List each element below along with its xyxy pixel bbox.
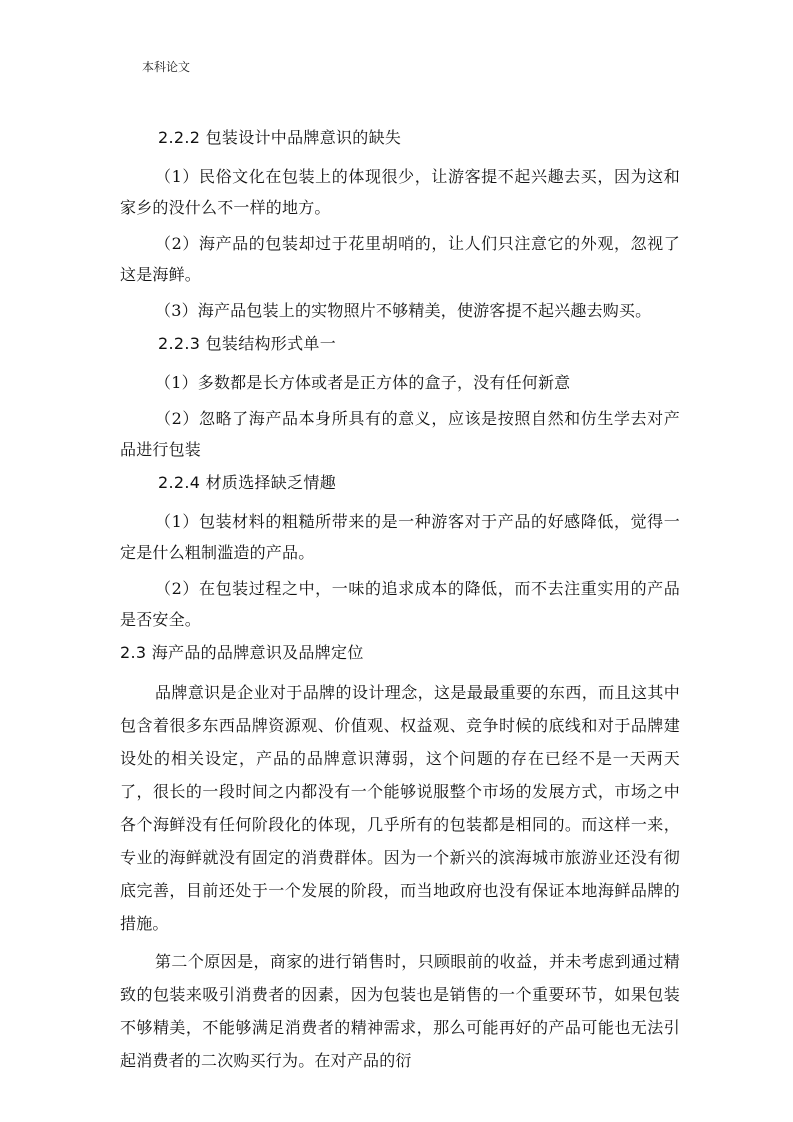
paragraph: 品牌意识是企业对于品牌的设计理念，这是最最重要的东西，而且这其中包含着很多东西品牌资源观、价值观、权益观、竞争时候的底线和对于品牌建设处的相关设定，产品的品牌意识薄弱，这个问题的存在已经不是一天两天了，很长的一段时间之内都没有一个能够说服整个市场的发展方式，市场之中各个海鲜没有任何阶段化的体现，几乎所有的包装都是相同的。而这样一来，专业的海鲜就没有固定的消费群体。因为一个新兴的滨海城市旅游业还没有彻底完善，目前还处于一个发展的阶段，而当地政府也没有保证本地海鲜品牌的措施。 [120, 683, 680, 933]
paragraph: （1）包装材料的粗糙所带来的是一种游客对于产品的好感降低，觉得一定是什么粗制滥造的产品。 [120, 512, 680, 562]
section-heading-2-2-2: 2.2.2 包装设计中品牌意识的缺失 [158, 128, 402, 147]
document-body [120, 125, 680, 1082]
paragraph: （2）忽略了海产品本身所具有的意义，应该是按照自然和仿生学去对产品进行包装 [120, 409, 680, 459]
paragraph: （1）多数都是长方体或者是正方体的盒子，没有任何新意 [155, 373, 571, 392]
paragraph: 第二个原因是，商家的进行销售时，只顾眼前的收益，并未考虑到通过精致的包装来吸引消费者的因素，因为包装也是销售的一个重要环节，如果包装不够精美，不能够满足消费者的精神需求，那么可能再好的产品可能也无法引起消费者的二次购买行为。在对产品的衍 [120, 952, 680, 1070]
paragraph: （3）海产品包装上的实物照片不够精美，使游客提不起兴趣去购买。 [155, 301, 652, 320]
paragraph: （2）在包装过程之中，一味的追求成本的降低，而不去注重实用的产品是否安全。 [120, 579, 680, 629]
paragraph: （2）海产品的包装却过于花里胡哨的，让人们只注意它的外观，忽视了这是海鲜。 [120, 234, 680, 284]
page-header: 本科论文 [142, 60, 191, 74]
section-heading-2-3: 2.3 海产品的品牌意识及品牌定位 [120, 643, 364, 662]
section-heading-2-2-4: 2.2.4 材质选择缺乏情趣 [158, 473, 336, 492]
paragraph: （1）民俗文化在包装上的体现很少，让游客提不起兴趣去买，因为这和家乡的没什么不一样的地方。 [120, 167, 680, 217]
section-heading-2-2-3: 2.2.3 包装结构形式单一 [158, 334, 336, 353]
